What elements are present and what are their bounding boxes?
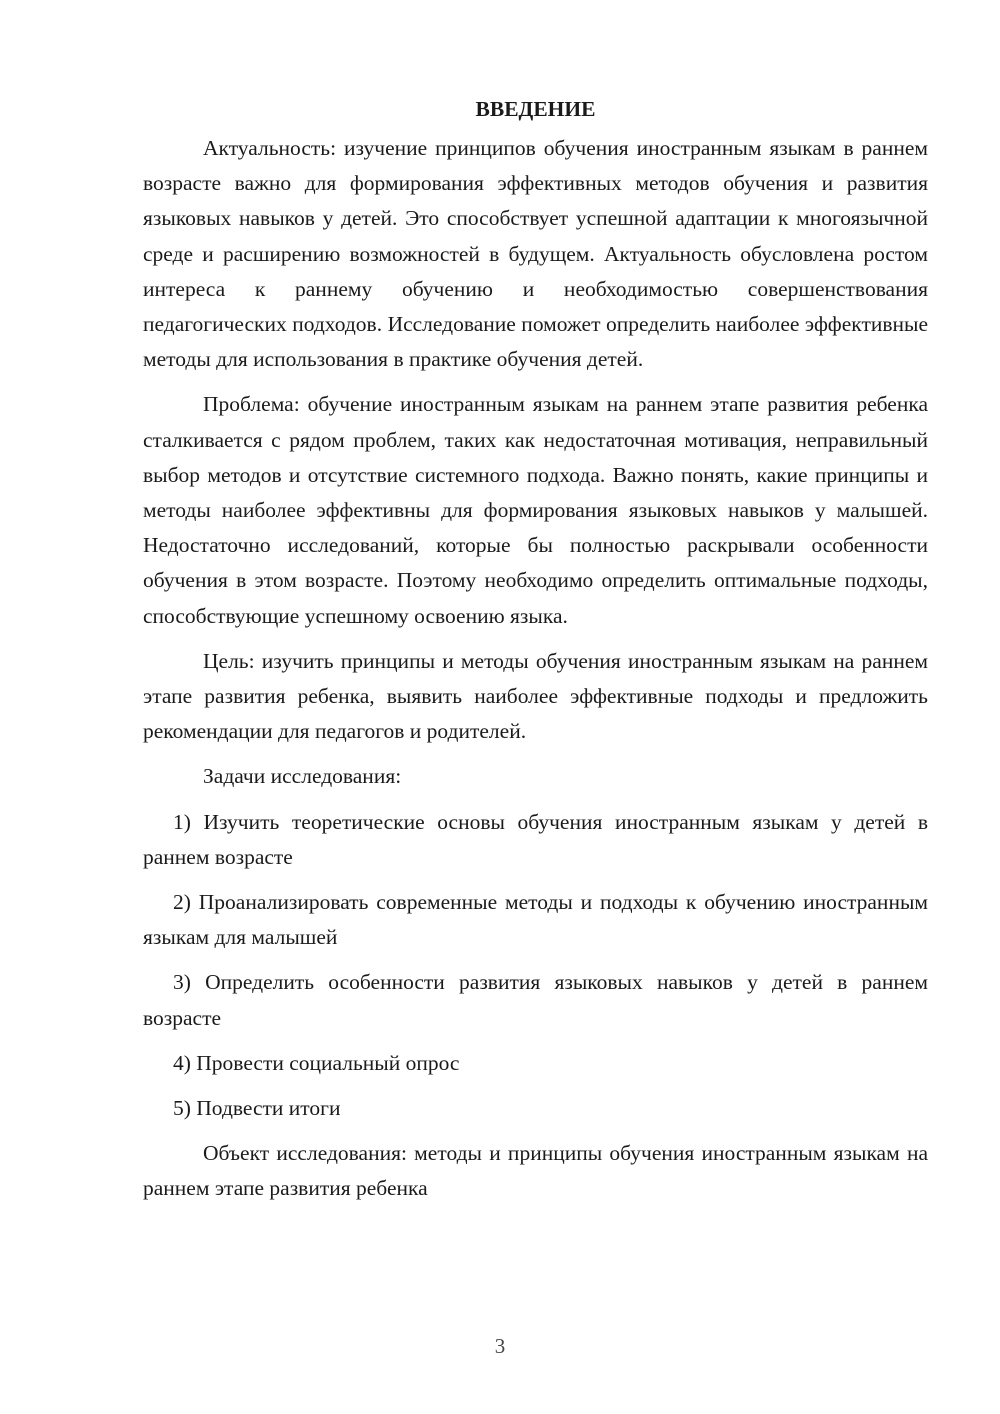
task-item-3: 3) Определить особенности развития языковых навыков у детей в раннем возрасте [143,970,928,1030]
paragraph-problem: Проблема: обучение иностранным языкам на раннем этапе развития ребенка сталкивается с рядом проблем, таких как недостаточная мотивация, неправильный выбор методов и отсутствие системного подхода. Важно понять, какие принципы и методы наиболее эффективны для формирования языковых навыков у малышей. Недостаточно исследований, которые бы полностью раскрывали особенности обучения в этом возрасте. Поэтому необходимо определить оптимальные подходы, способствующие успешному освоению языка. [143,392,928,628]
task-item-5: 5) Подвести итоги [173,1096,341,1121]
task-item-1: 1) Изучить теоретические основы обучения иностранным языкам у детей в раннем возрасте [143,809,928,869]
task-item-4: 4) Провести социальный опрос [173,1050,460,1075]
paragraph-goal: Цель: изучить принципы и методы обучения иностранным языкам на раннем этапе развития ребенка, выявить наиболее эффективные подходы и предложить рекомендации для педагогов и родителей. [143,648,928,744]
page-number: 3 [494,1334,506,1358]
paragraph-object: Объект исследования: методы и принципы обучения иностранным языкам на раннем этапе развития ребенка [143,1141,928,1201]
tasks-heading: Задачи исследования: [203,764,402,789]
page-content [143,92,928,1217]
task-item-2: 2) Проанализировать современные методы и подходы к обучению иностранным языкам для малышей [143,890,928,950]
paragraph-relevance: Актуальность: изучение принципов обучения иностранным языкам в раннем возрасте важно для формирования эффективных методов обучения и развития языковых навыков у детей. Это способствует успешной адаптации к многоязычной среде и расширению возможностей в будущем. Актуальность обусловлена ростом интереса к раннему обучению и необходимостью совершенствования педагогических подходов. Исследование поможет определить наиболее эффективные методы для использования в практике обучения детей. [143,136,928,372]
section-title: ВВЕДЕНИЕ [475,97,596,121]
